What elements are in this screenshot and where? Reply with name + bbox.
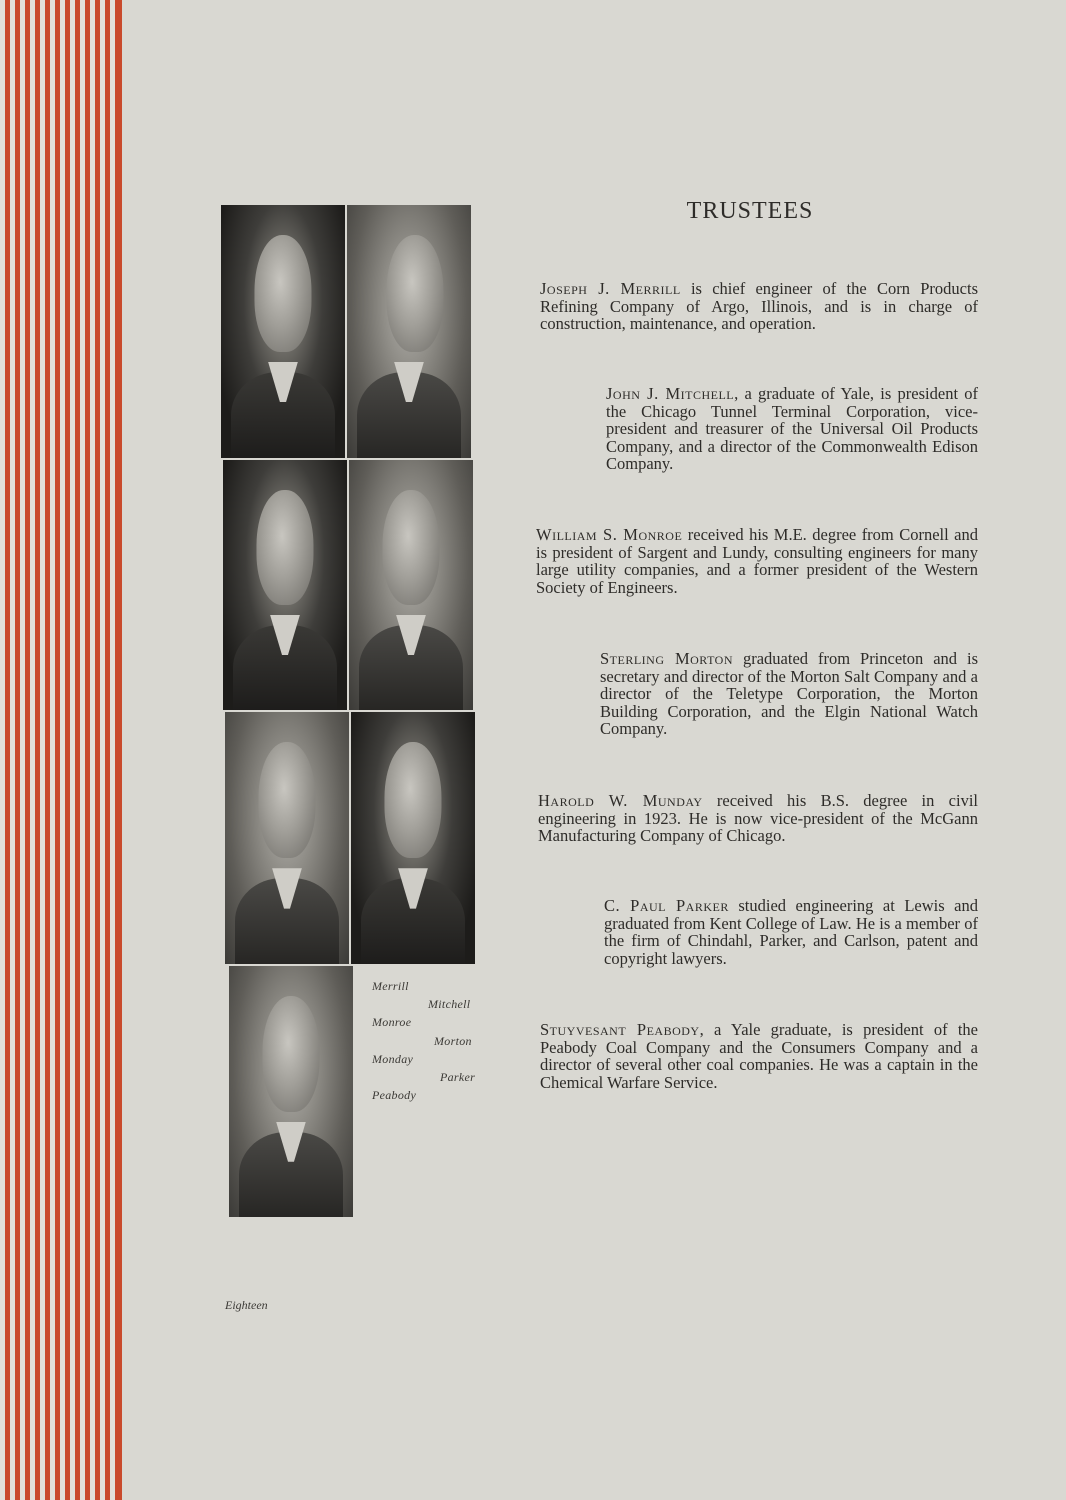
portrait-parker xyxy=(351,712,475,964)
bio-merrill xyxy=(540,280,978,333)
bio-parker xyxy=(604,897,978,967)
bio-name: William S. Monroe xyxy=(536,525,683,544)
bio-peabody xyxy=(540,1021,978,1091)
caption-parker: Parker xyxy=(440,1070,476,1084)
bio-text: graduated from Princeton and is secretary and director of the Morton Salt Company and a director of the Teletype Corporation, the Morton Building Corporation, and the Elgin National Watch Company. xyxy=(600,649,978,738)
portrait-morton xyxy=(349,460,473,710)
bio-name: John J. Mitchell xyxy=(606,384,735,403)
bio-text: received his B.S. degree in civil engineering in 1923. He is now vice-president of the McGann Manufacturing Company of Chicago. xyxy=(538,791,978,845)
bio-monroe xyxy=(536,526,978,596)
bio-name: Stuyvesant Peabody xyxy=(540,1020,700,1039)
bio-name: Joseph J. Merrill xyxy=(540,279,681,298)
caption-peabody: Peabody xyxy=(372,1088,417,1102)
bio-text: received his M.E. degree from Cornell and is president of Sargent and Lundy, consulting engineers for many large utility companies, and a former president of the Western Society of Engineers. xyxy=(536,525,978,597)
bio-text: is chief engineer of the Corn Products Refining Company of Argo, Illinois, and is in charge of construction, maintenance, and operation. xyxy=(540,279,978,333)
page-number: Eighteen xyxy=(225,1298,268,1312)
caption-morton: Morton xyxy=(434,1034,472,1048)
bio-text: , a graduate of Yale, is president of the Chicago Tunnel Terminal Corporation, vice-president and treasurer of the Universal Oil Products Company, and a director of the Commonwealth Edison Company. xyxy=(606,384,979,473)
bio-name: C. Paul Parker xyxy=(604,896,729,915)
bio-morton xyxy=(600,650,978,738)
bio-munday xyxy=(538,792,978,845)
bio-mitchell xyxy=(606,385,978,473)
bio-name: Sterling Morton xyxy=(600,649,734,668)
bio-name: Harold W. Munday xyxy=(538,791,703,810)
bio-text: studied engineering at Lewis and graduated from Kent College of Law. He is a member of the firm of Chindahl, Parker, and Carlson, patent and copyright lawyers. xyxy=(604,896,978,968)
caption-monroe: Monroe xyxy=(372,1015,412,1029)
portrait-monroe xyxy=(223,460,347,710)
bio-text: , a Yale graduate, is president of the Peabody Coal Company and the Consumers Company and a director of several other coal companies. He was a captain in the Chemical Warfare Service. xyxy=(540,1020,978,1092)
portrait-merrill xyxy=(221,205,345,458)
portrait-mitchell xyxy=(347,205,471,458)
decorative-stripe-border xyxy=(0,0,120,1500)
caption-mitchell: Mitchell xyxy=(428,997,471,1011)
caption-merrill: Merrill xyxy=(372,979,409,993)
portrait-peabody xyxy=(229,966,353,1217)
caption-monday: Monday xyxy=(372,1052,414,1066)
portrait-monday xyxy=(225,712,349,964)
page-title: TRUSTEES xyxy=(686,198,814,224)
